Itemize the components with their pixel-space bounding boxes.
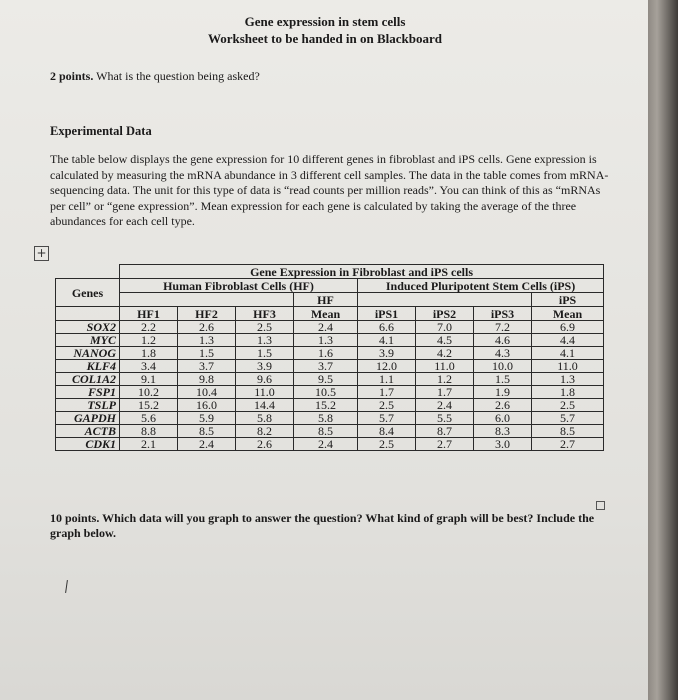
col-header-ips3: iPS3 xyxy=(474,307,532,321)
gene-name-cell: SOX2 xyxy=(56,321,120,334)
col-header-hf3: HF3 xyxy=(236,307,294,321)
value-cell: 6.0 xyxy=(474,412,532,425)
value-cell: 10.0 xyxy=(474,360,532,373)
hf-mean-header-top: HF xyxy=(294,293,358,307)
value-cell: 2.7 xyxy=(532,438,604,451)
value-cell: 9.8 xyxy=(178,373,236,386)
table-caption-row xyxy=(56,265,604,279)
value-cell: 2.6 xyxy=(474,399,532,412)
gene-name-cell: TSLP xyxy=(56,399,120,412)
value-cell: 5.9 xyxy=(178,412,236,425)
value-cell: 9.1 xyxy=(120,373,178,386)
value-cell: 3.9 xyxy=(358,347,416,360)
value-cell: 1.7 xyxy=(416,386,474,399)
value-cell: 3.0 xyxy=(474,438,532,451)
hf-mean-header-bottom: Mean xyxy=(294,307,358,321)
value-cell: 1.5 xyxy=(236,347,294,360)
value-cell: 8.5 xyxy=(532,425,604,438)
table-row xyxy=(56,399,604,412)
value-cell: 8.2 xyxy=(236,425,294,438)
value-cell: 9.5 xyxy=(294,373,358,386)
gene-name-cell: NANOG xyxy=(56,347,120,360)
pen-mark xyxy=(65,580,68,593)
value-cell: 6.6 xyxy=(358,321,416,334)
value-cell: 15.2 xyxy=(294,399,358,412)
gene-name-cell: ACTB xyxy=(56,425,120,438)
table-row xyxy=(56,425,604,438)
value-cell: 1.3 xyxy=(178,334,236,347)
desk-edge xyxy=(648,0,678,700)
value-cell: 16.0 xyxy=(178,399,236,412)
value-cell: 2.2 xyxy=(120,321,178,334)
table-row xyxy=(56,373,604,386)
value-cell: 8.7 xyxy=(416,425,474,438)
table-row xyxy=(56,347,604,360)
value-cell: 8.5 xyxy=(294,425,358,438)
value-cell: 4.6 xyxy=(474,334,532,347)
gene-name-cell: MYC xyxy=(56,334,120,347)
col-header-hf2: HF2 xyxy=(178,307,236,321)
table-row xyxy=(56,412,604,425)
value-cell: 5.7 xyxy=(532,412,604,425)
value-cell: 1.3 xyxy=(294,334,358,347)
question-1 xyxy=(50,69,260,84)
value-cell: 4.5 xyxy=(416,334,474,347)
value-cell: 11.0 xyxy=(416,360,474,373)
value-cell: 2.4 xyxy=(416,399,474,412)
value-cell: 1.5 xyxy=(474,373,532,386)
col-header-ips2: iPS2 xyxy=(416,307,474,321)
value-cell: 15.2 xyxy=(120,399,178,412)
ips-mean-header-top: iPS xyxy=(532,293,604,307)
value-cell: 4.4 xyxy=(532,334,604,347)
value-cell: 1.5 xyxy=(178,347,236,360)
column-header-row xyxy=(56,307,604,321)
worksheet-title: Gene expression in stem cells xyxy=(244,14,406,29)
value-cell: 1.3 xyxy=(532,373,604,386)
table-caption: Gene Expression in Fibroblast and iPS cells xyxy=(120,265,604,279)
value-cell: 10.5 xyxy=(294,386,358,399)
value-cell: 4.1 xyxy=(358,334,416,347)
group-header-row xyxy=(56,279,604,293)
value-cell: 1.1 xyxy=(358,373,416,386)
value-cell: 2.4 xyxy=(294,438,358,451)
col-header-hf1: HF1 xyxy=(120,307,178,321)
value-cell: 4.2 xyxy=(416,347,474,360)
value-cell: 10.4 xyxy=(178,386,236,399)
question-1-points: 2 points. xyxy=(50,69,94,83)
value-cell: 2.5 xyxy=(358,438,416,451)
question-2: 10 points. Which data will you graph to answer the question? What kind of graph will be best? Include the graph below. xyxy=(50,511,595,540)
value-cell: 2.4 xyxy=(178,438,236,451)
table-row xyxy=(56,386,604,399)
gene-name-cell: GAPDH xyxy=(56,412,120,425)
value-cell: 3.7 xyxy=(294,360,358,373)
value-cell: 7.2 xyxy=(474,321,532,334)
value-cell: 2.5 xyxy=(358,399,416,412)
value-cell: 12.0 xyxy=(358,360,416,373)
value-cell: 5.7 xyxy=(358,412,416,425)
value-cell: 2.4 xyxy=(294,321,358,334)
section-heading: Experimental Data xyxy=(50,124,152,138)
question-1-text: What is the question being asked? xyxy=(96,69,260,83)
hf-group-header: Human Fibroblast Cells (HF) xyxy=(120,279,358,293)
value-cell: 4.1 xyxy=(532,347,604,360)
gene-name-cell: KLF4 xyxy=(56,360,120,373)
worksheet-subtitle: Worksheet to be handed in on Blackboard xyxy=(207,31,443,46)
value-cell: 5.6 xyxy=(120,412,178,425)
resize-handle[interactable] xyxy=(596,501,605,510)
value-cell: 1.6 xyxy=(294,347,358,360)
value-cell: 6.9 xyxy=(532,321,604,334)
value-cell: 2.5 xyxy=(236,321,294,334)
move-handle-icon[interactable]: + xyxy=(34,246,49,261)
col-header-ips1: iPS1 xyxy=(358,307,416,321)
table-body xyxy=(56,321,604,451)
value-cell: 7.0 xyxy=(416,321,474,334)
gene-name-cell: CDK1 xyxy=(56,438,120,451)
value-cell: 1.8 xyxy=(532,386,604,399)
value-cell: 5.8 xyxy=(236,412,294,425)
value-cell: 8.8 xyxy=(120,425,178,438)
value-cell: 2.7 xyxy=(416,438,474,451)
table-row xyxy=(56,360,604,373)
value-cell: 4.3 xyxy=(474,347,532,360)
table-row xyxy=(56,438,604,451)
value-cell: 5.5 xyxy=(416,412,474,425)
value-cell: 1.7 xyxy=(358,386,416,399)
gene-name-cell: FSP1 xyxy=(56,386,120,399)
value-cell: 5.8 xyxy=(294,412,358,425)
value-cell: 1.9 xyxy=(474,386,532,399)
value-cell: 1.2 xyxy=(416,373,474,386)
value-cell: 10.2 xyxy=(120,386,178,399)
value-cell: 11.0 xyxy=(236,386,294,399)
gene-name-cell: COL1A2 xyxy=(56,373,120,386)
value-cell: 2.5 xyxy=(532,399,604,412)
mean-top-row xyxy=(56,293,604,307)
value-cell: 14.4 xyxy=(236,399,294,412)
value-cell: 8.4 xyxy=(358,425,416,438)
value-cell: 1.8 xyxy=(120,347,178,360)
value-cell: 9.6 xyxy=(236,373,294,386)
value-cell: 3.9 xyxy=(236,360,294,373)
value-cell: 3.7 xyxy=(178,360,236,373)
description-paragraph: The table below displays the gene expression for 10 different genes in fibroblast and iPS cells. Gene expression is calculated by measuring the mRNA abundance in 3 different cell samples. The data in the table comes from mRNA-sequencing data. The unit for this type of data is “read counts per million reads”. You can think of this as “mRNAs per cell” or “gene expression”. Mean expression for each gene is calculated by taking the average of the three abundances for each cell type. xyxy=(50,152,609,228)
value-cell: 1.3 xyxy=(236,334,294,347)
value-cell: 8.3 xyxy=(474,425,532,438)
value-cell: 3.4 xyxy=(120,360,178,373)
ips-group-header: Induced Pluripotent Stem Cells (iPS) xyxy=(358,279,604,293)
gene-expression-table xyxy=(55,264,604,451)
table-row xyxy=(56,321,604,334)
value-cell: 2.6 xyxy=(236,438,294,451)
value-cell: 8.5 xyxy=(178,425,236,438)
genes-header: Genes xyxy=(56,279,120,307)
value-cell: 1.2 xyxy=(120,334,178,347)
value-cell: 2.6 xyxy=(178,321,236,334)
table-row xyxy=(56,334,604,347)
value-cell: 2.1 xyxy=(120,438,178,451)
ips-mean-header-bottom: Mean xyxy=(532,307,604,321)
value-cell: 11.0 xyxy=(532,360,604,373)
